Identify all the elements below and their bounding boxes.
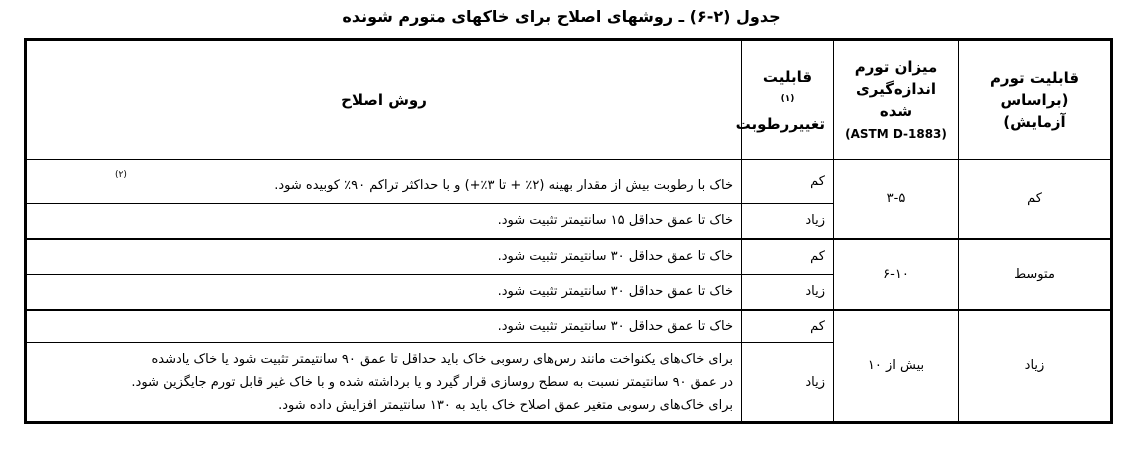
header-moisture-change-line2: تغییررطوبت — [735, 114, 825, 133]
header-row — [26, 40, 1112, 160]
method-cell: خاک تا عمق حداقل ۳۰ سانتیمتر تثبیت شود. — [26, 275, 742, 310]
header-measured-swell-line1: میزان تورم — [854, 57, 938, 76]
table-caption: جدول (۲-۶) ـ روشهای اصلاح برای خاکهای متورم شونده — [342, 7, 781, 26]
moisture-cell: زیاد — [742, 275, 834, 310]
header-moisture-change — [735, 40, 834, 160]
header-measured-swell-standard: (ASTM D-1883) — [845, 126, 947, 141]
moisture-cell: کم — [742, 310, 834, 343]
capability-cell: زیاد — [959, 310, 1112, 423]
range-cell: ۶-۱۰ — [834, 239, 959, 310]
capability-cell: کم — [959, 160, 1112, 239]
method-cell: خاک تا عمق حداقل ۳۰ سانتیمتر تثبیت شود. — [26, 239, 742, 275]
header-moisture-change-line1: قابلیت — [762, 67, 813, 86]
moisture-cell: زیاد — [742, 204, 834, 239]
header-swell-capability-line1: قابلیت تورم — [989, 69, 1080, 87]
table-row — [26, 239, 1112, 275]
header-swell-capability — [959, 40, 1112, 160]
header-measured-swell — [834, 40, 959, 160]
header-measured-swell-line2: اندازه‌گیری شده — [856, 79, 936, 120]
moisture-cell: کم — [742, 239, 834, 275]
moisture-cell: کم — [742, 160, 834, 204]
method-text-line1: برای خاک‌های یکنواخت مانند رس‌های رسوبی خاک باید حداقل تا عمق ۹۰ سانتیمتر تثبیت شود یا خاک یادشده — [151, 351, 733, 367]
moisture-cell: زیاد — [742, 343, 834, 423]
range-cell: ۳-۵ — [834, 160, 959, 239]
method-cell — [26, 160, 742, 204]
method-footnote: (۲) — [115, 170, 127, 180]
method-cell: خاک تا عمق حداقل ۳۰ سانتیمتر تثبیت شود. — [26, 310, 742, 343]
header-moisture-footnote: (۱) — [780, 93, 795, 104]
header-swell-capability-line2: (براساس آزمایش) — [1000, 91, 1069, 131]
range-cell: بیش از ۱۰ — [834, 310, 959, 423]
table-row — [26, 160, 1112, 204]
table-row — [26, 310, 1112, 343]
method-text-line3: برای خاک‌های رسوبی متغیر عمق اصلاح خاک باید به ۱۳۰ سانتیمتر افزایش داده شود. — [278, 397, 733, 413]
capability-cell: متوسط — [959, 239, 1112, 310]
method-cell — [26, 343, 742, 423]
method-text-line2: در عمق ۹۰ سانتیمتر نسبت به سطح روسازی قرار گیرد و یا برداشته شده و با خاک غیر قابل تورم جایگزین شود. — [131, 374, 733, 390]
remediation-table — [24, 38, 1113, 424]
header-method: روش اصلاح — [26, 40, 742, 160]
method-text: خاک با رطوبت بیش از مقدار بهینه (۲٪ + تا ۳٪+) و با حداکثر تراکم ۹۰٪ کوبیده شود. — [274, 178, 733, 193]
method-cell: خاک تا عمق حداقل ۱۵ سانتیمتر تثبیت شود. — [26, 204, 742, 239]
